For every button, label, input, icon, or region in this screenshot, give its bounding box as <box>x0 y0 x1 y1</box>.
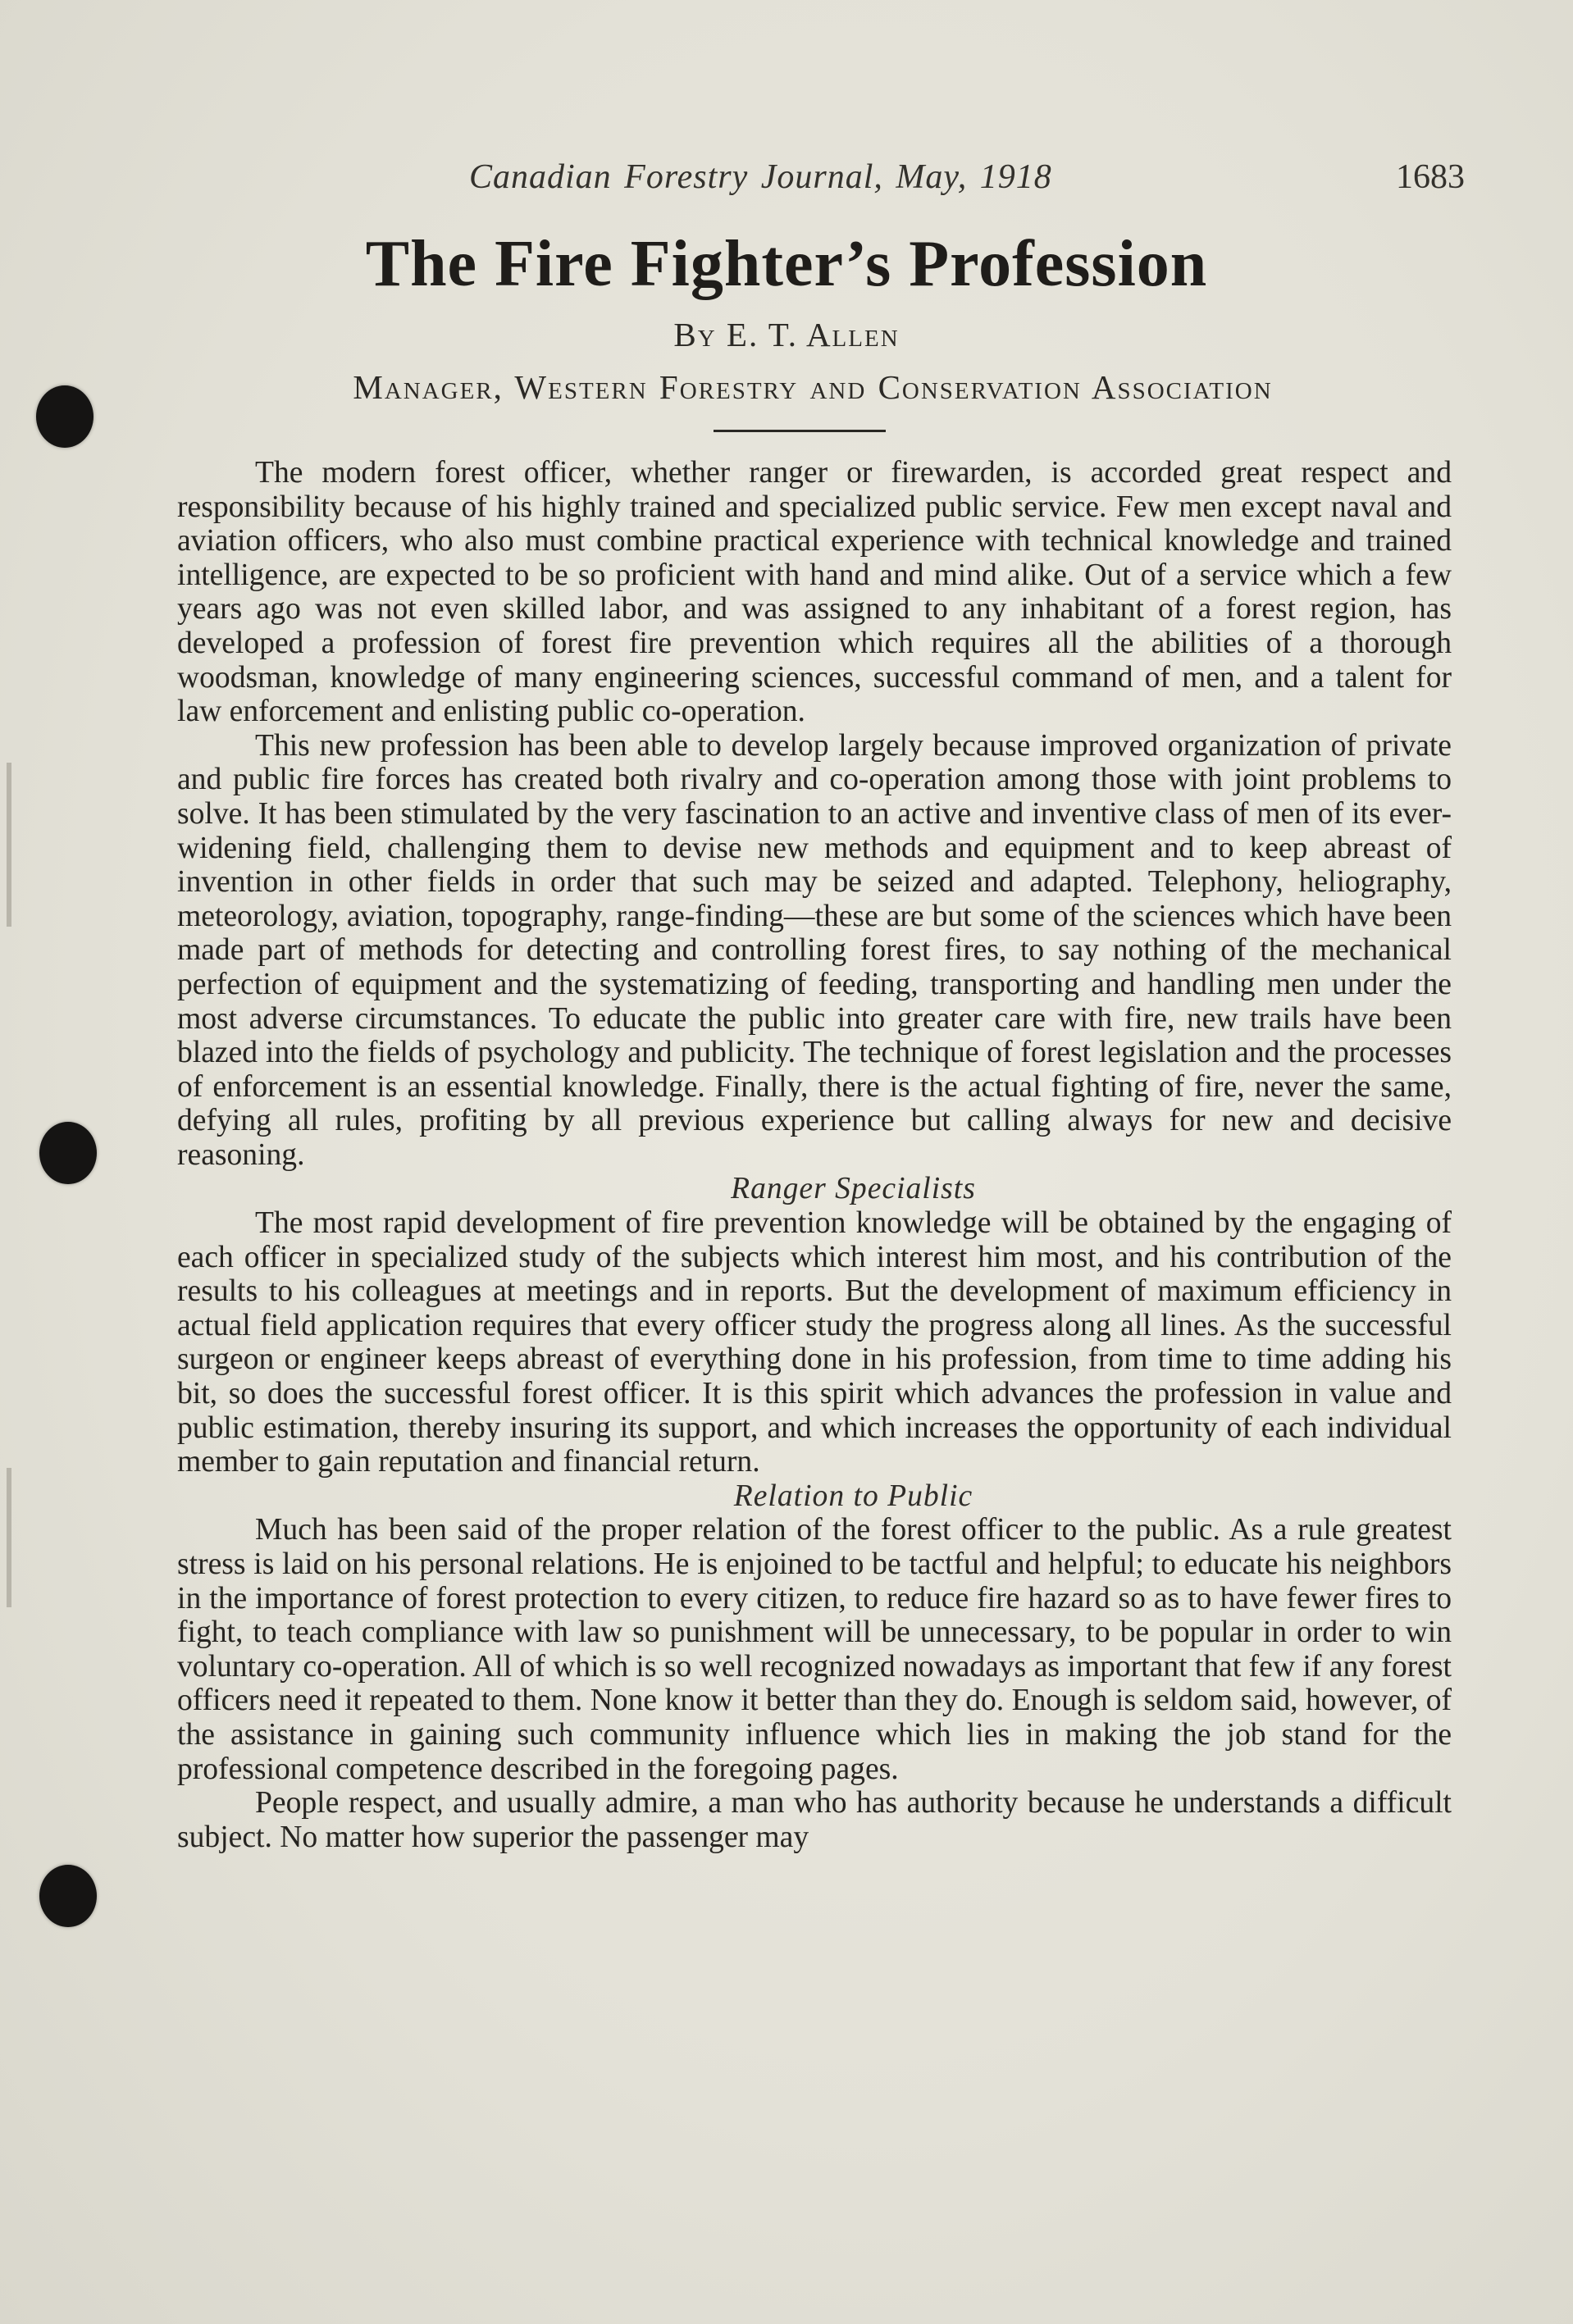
binder-hole-middle <box>39 1122 97 1184</box>
article-title: The Fire Fighter’s Profession <box>365 228 1208 300</box>
article-body <box>177 456 1452 1854</box>
paragraph: People respect, and usually admire, a man who has authority because he understands a difficult subject. No matter how superior the passenger may <box>177 1786 1452 1854</box>
running-head: Canadian Forestry Journal, May, 1918 <box>469 158 1052 196</box>
article-byline: By E. T. Allen <box>673 316 900 353</box>
binder-hole-bottom <box>39 1865 97 1927</box>
page-edge-mark <box>7 763 11 927</box>
binder-hole-top <box>36 385 93 448</box>
paragraph: The modern forest officer, whether ranger or firewarden, is accorded great respect and responsibility because of his highly trained and specialized public service. Few men except naval and aviation officers, who also must combine practical experience with technical knowledge and trained intelligence, are expected to be so proficient with hand and mind alike. Out of a service which a few years ago was not even skilled labor, and was assigned to any inhabitant of a forest region, has developed a profession of forest fire prevention which requires all the abilities of a thorough woodsman, knowledge of many engineering sciences, successful command of men, and a talent for law enforcement and enlisting public co-operation. <box>177 456 1452 729</box>
title-rule <box>714 430 886 432</box>
author-affiliation: Manager, Western Forestry and Conservation Association <box>353 368 1273 406</box>
paragraph: The most rapid development of fire prevention knowledge will be obtained by the engaging of each officer in specialized study of the subjects which interest him most, and his contribution of the results to his colleagues at meetings and in reports. But the development of maximum efficiency in actual field application requires that every officer study the progress along all lines. As the successful surgeon or engineer keeps abreast of everything done in his profession, from time to time adding his bit, so does the successful forest officer. It is this spirit which advances the profession in value and public estimation, thereby insuring its support, and which increases the opportunity of each individual member to gain reputation and financial return. <box>177 1206 1452 1479</box>
page-number: 1683 <box>1396 158 1465 196</box>
paragraph: Much has been said of the proper relation of the forest officer to the public. As a rule greatest stress is laid on his personal relations. He is enjoined to be tactful and helpful; to educate his neighbors in the importance of forest protection to every citizen, to reduce fire hazard so as to have fewer fires to fight, to teach compliance with law so punishment will be unnecessary, to be popular in order to win voluntary co-operation. All of which is so well recognized nowadays as important that few if any forest officers need it repeated to them. None know it better than they do. Enough is seldom said, however, of the assistance in gaining such community influence which lies in making the job stand for the professional competence described in the foregoing pages. <box>177 1513 1452 1786</box>
page-edge-mark <box>7 1468 11 1607</box>
page-header <box>469 157 1465 208</box>
paragraph: This new profession has been able to develop largely because improved organization of private and public fire forces has created both rivalry and co-operation among those with joint problems to solve. It has been stimulated by the very fascination to an active and inventive class of men of its ever-widening field, challenging them to devise new methods and equipment and to keep abreast of invention in other fields in order that such may be seized and adapted. Telephony, heliography, meteorology, aviation, topography, range-finding—these are but some of the sciences which have been made part of methods for detecting and controlling forest fires, to say nothing of the mechanical perfection of equipment and the systematizing of feeding, transporting and handling men under the most adverse circumstances. To educate the public into greater care with fire, new trails have been blazed into the fields of psychology and publicity. The technique of forest legislation and the processes of enforcement is an essential knowledge. Finally, there is the actual fighting of fire, never the same, defying all rules, profiting by all previous experience but calling always for new and decisive reasoning. <box>177 728 1452 1172</box>
section-heading-ranger-specialists: Ranger Specialists <box>731 1172 976 1206</box>
section-heading-relation-to-public: Relation to Public <box>733 1479 973 1513</box>
